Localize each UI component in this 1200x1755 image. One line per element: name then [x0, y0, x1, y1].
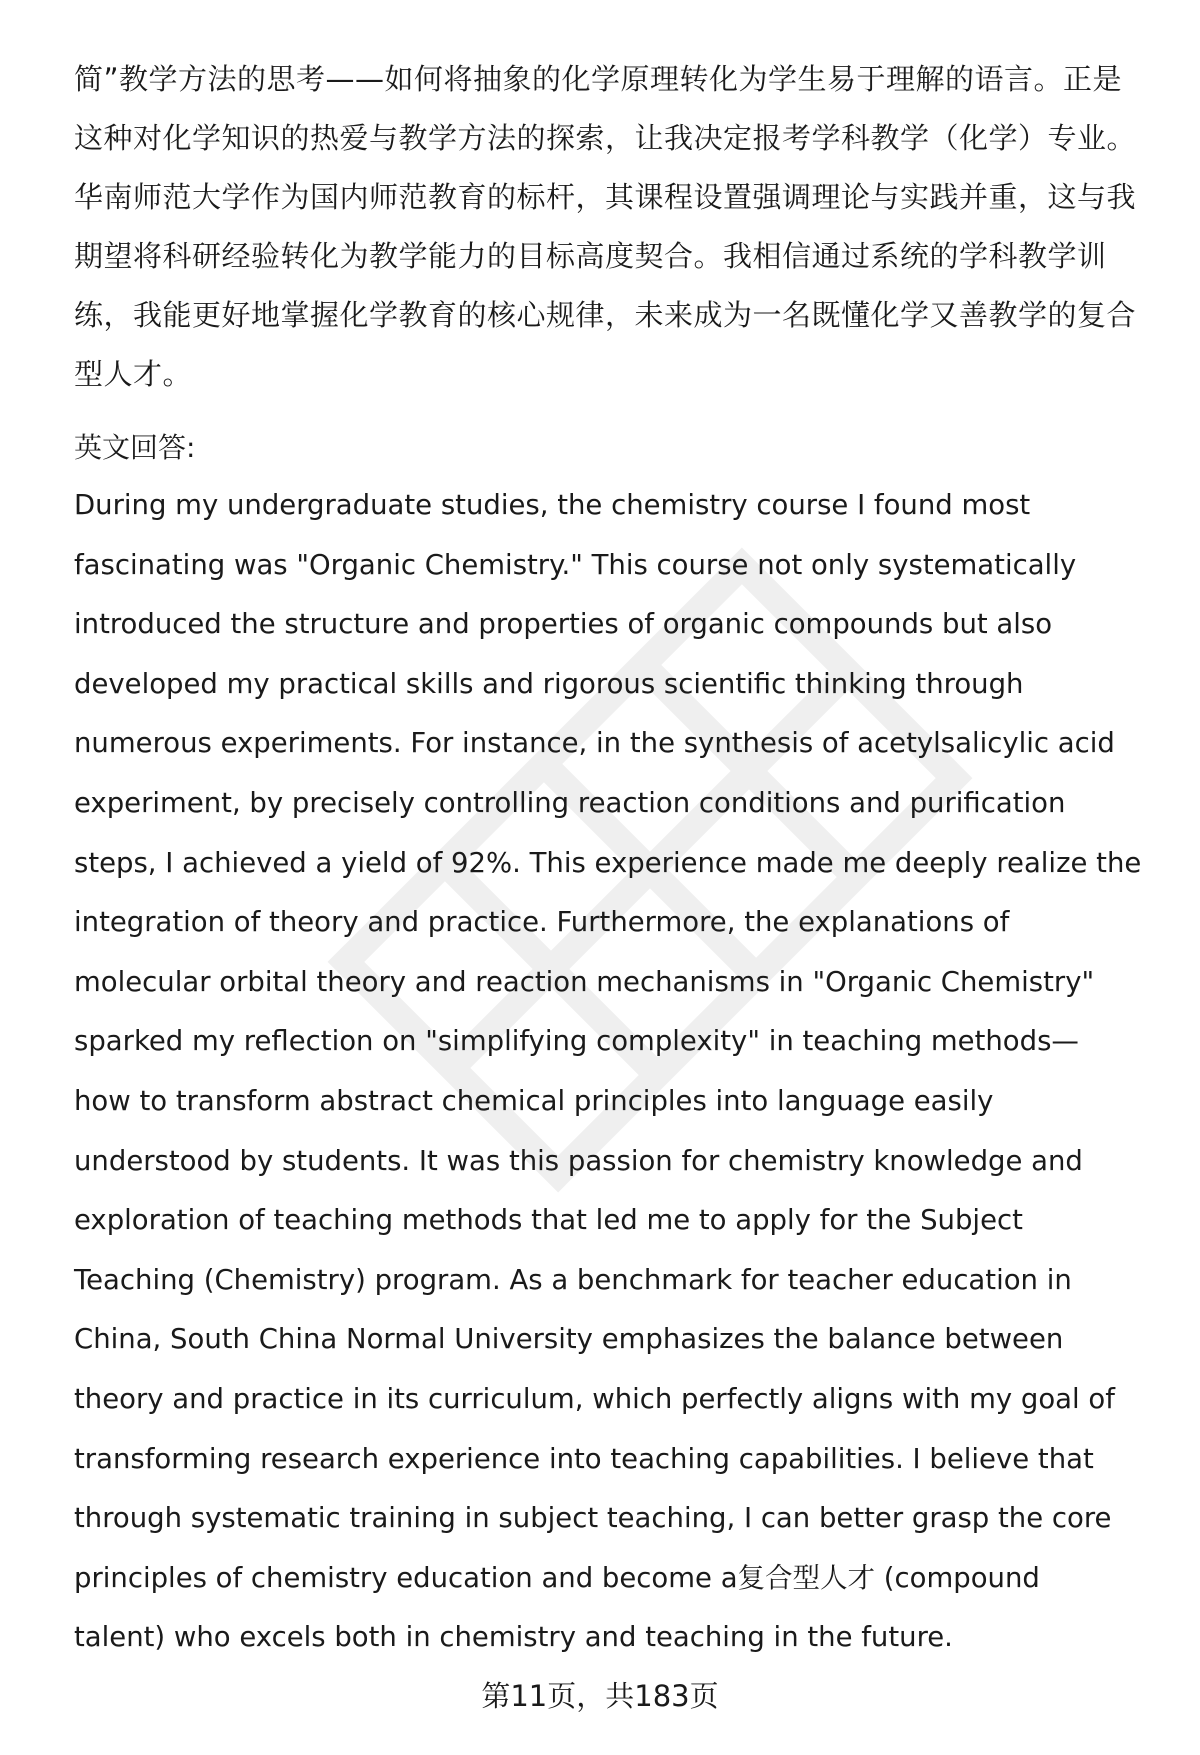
english-line: theory and practice in its curriculum, which perfectly aligns with my goal of: [74, 1382, 1115, 1415]
english-line: transforming research experience into teaching capabilities. I believe that: [74, 1442, 1094, 1475]
content-body: [74, 50, 1154, 1668]
page-number-footer: 第11页，共183页: [481, 1679, 719, 1713]
english-line: introduced the structure and properties of organic compounds but also: [74, 608, 1053, 641]
english-line: exploration of teaching methods that led me to apply for the Subject: [74, 1204, 1023, 1237]
english-line: talent) who excels both in chemistry and teaching in the future.: [74, 1621, 953, 1654]
english-line: principles of chemistry education and become a复合型人才 (compound: [74, 1561, 1040, 1594]
english-answer-heading: 英文回答:: [74, 431, 196, 464]
english-line: molecular orbital theory and reaction mechanisms in "Organic Chemistry": [74, 965, 1095, 998]
chinese-line: 华南师范大学作为国内师范教育的标杆，其课程设置强调理论与实践并重，这与我: [74, 180, 1137, 214]
english-line: steps, I achieved a yield of 92%. This experience made me deeply realize the: [74, 846, 1142, 879]
chinese-line: 这种对化学知识的热爱与教学方法的探索，让我决定报考学科教学（化学）专业。: [74, 121, 1137, 155]
english-line: integration of theory and practice. Furthermore, the explanations of: [74, 906, 1010, 939]
english-line: numerous experiments. For instance, in the synthesis of acetylsalicylic acid: [74, 727, 1115, 760]
english-line: During my undergraduate studies, the chemistry course I found most: [74, 489, 1031, 521]
chinese-answer-paragraph: [74, 50, 1154, 404]
english-line: fascinating was "Organic Chemistry." This course not only systematically: [74, 548, 1077, 581]
chinese-line: 型人才。: [74, 357, 193, 391]
english-line: through systematic training in subject teaching, I can better grasp the core: [74, 1502, 1112, 1535]
english-line: China, South China Normal University emphasizes the balance between: [74, 1323, 1064, 1356]
english-line: experiment, by precisely controlling reaction conditions and purification: [74, 786, 1066, 819]
chinese-line: 简”教学方法的思考——如何将抽象的化学原理转化为学生易于理解的语言。正是: [74, 62, 1123, 96]
english-answer-paragraph: [74, 476, 1154, 1668]
chinese-line: 练，我能更好地掌握化学教育的核心规律，未来成为一名既懂化学又善教学的复合: [74, 298, 1137, 332]
english-line: how to transform abstract chemical principles into language easily: [74, 1084, 994, 1117]
english-line: understood by students. It was this passion for chemistry knowledge and: [74, 1144, 1083, 1177]
english-line: developed my practical skills and rigorous scientific thinking through: [74, 667, 1024, 700]
english-line: sparked my reflection on "simplifying complexity" in teaching methods—: [74, 1025, 1079, 1058]
chinese-line: 期望将科研经验转化为教学能力的目标高度契合。我相信通过系统的学科教学训: [74, 239, 1107, 273]
english-line: Teaching (Chemistry) program. As a benchmark for teacher education in: [74, 1263, 1072, 1296]
